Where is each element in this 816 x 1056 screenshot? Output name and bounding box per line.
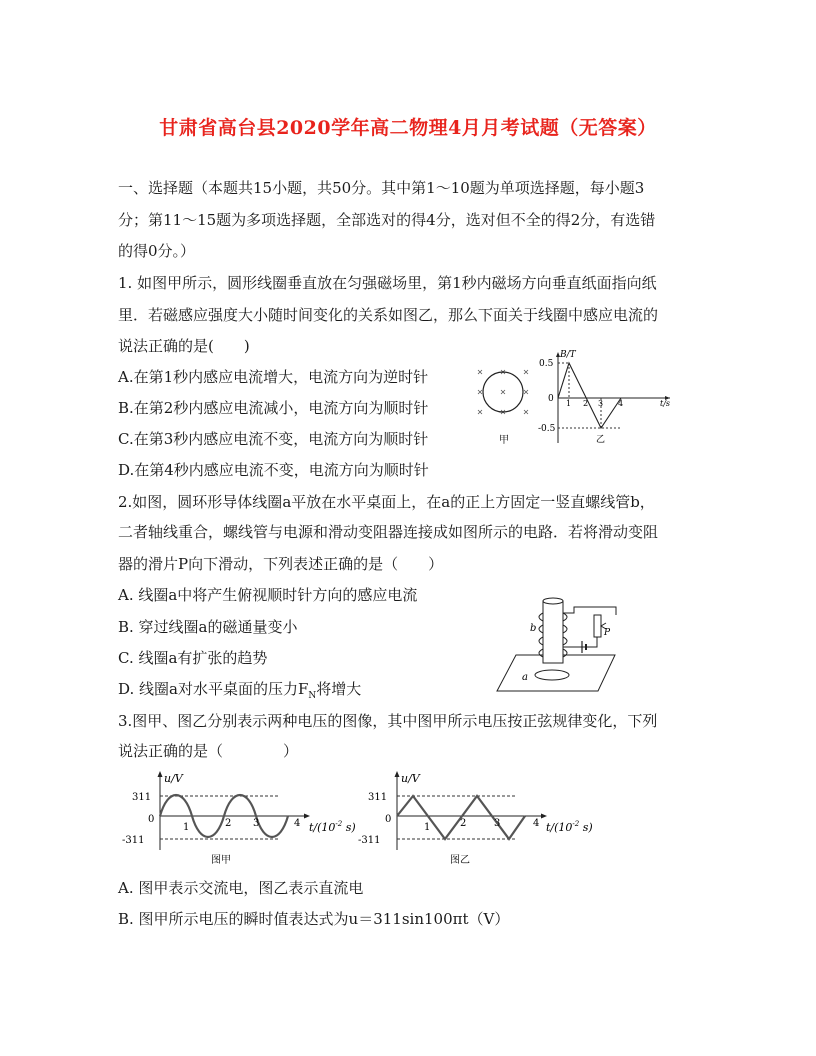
q1-figure-jia: [466, 362, 544, 450]
q1-option-a: A.在第1秒内感应电流增大，电流方向为逆时针: [118, 368, 429, 386]
q3-jia-ytick-bottom: -311: [122, 835, 145, 846]
solenoid-b-body: [543, 601, 563, 663]
q3-yi-xtick-2: 2: [460, 818, 467, 829]
q2-option-d-tail: 将增大: [316, 680, 362, 698]
q3-yi-x-arrow: [541, 814, 547, 819]
q3-yi-xtick-4: 4: [533, 818, 540, 829]
q1-fig-jia-caption: 甲: [499, 435, 509, 446]
q3-jia-caption: 图甲: [211, 855, 231, 866]
q2-stem-line-3: 器的滑片P向下滑动，下列表述正确的是（ ）: [118, 555, 444, 573]
q2-option-c: C. 线圈a有扩张的趋势: [118, 649, 268, 667]
q3-graph-yi: [352, 768, 602, 868]
q3-yi-xlabel-prefix: t/(10: [546, 821, 573, 834]
label-a: a: [522, 672, 528, 683]
q3-jia-xtick-3: 3: [253, 818, 260, 829]
q3-jia-xlabel-exp: -2: [335, 820, 343, 828]
q3-graph-jia: [120, 768, 360, 868]
q3-jia-xlabel-suffix: s): [342, 821, 356, 834]
q3-stem-line-1: 3.图甲、图乙分别表示两种电压的图像，其中图甲所示电压按正弦规律变化，下列: [118, 712, 658, 730]
q3-jia-ytick-top: 311: [132, 792, 152, 803]
q1-yi-ylabel: B/T: [560, 350, 576, 360]
page-title: 甘肃省高台县2020学年高二物理4月月考试题（无答案）: [159, 117, 657, 139]
q1-yi-b-curve: [558, 363, 624, 428]
q2-option-d: [118, 679, 361, 706]
q3-jia-xtick-1: 1: [183, 822, 190, 833]
q1-yi-xlabel: t/s: [660, 399, 671, 408]
q2-figure-solenoid: [494, 593, 622, 699]
q1-yi-ytick-top: 0.5: [539, 359, 554, 369]
q1-yi-caption: 乙: [596, 435, 606, 445]
q1-yi-origin: 0: [548, 394, 554, 404]
q1-yi-ytick-bottom: -0.5: [538, 424, 556, 434]
q2-stem-line-2: 二者轴线重合，螺线管与电源和滑动变阻器连接成如图所示的电路．若将滑动变阻: [118, 523, 659, 541]
q3-yi-origin: 0: [385, 814, 392, 825]
q3-yi-xlabel-suffix: s): [579, 821, 593, 834]
q1-yi-xtick-4: 4: [618, 399, 624, 408]
coil-a-ring: [535, 670, 569, 680]
q2-option-b: B. 穿过线圈a的磁通量变小: [118, 618, 298, 636]
q3-jia-origin: 0: [148, 814, 155, 825]
q1-stem-line-1: 1. 如图甲所示，圆形线圈垂直放在匀强磁场里，第1秒内磁场方向垂直纸面指向纸: [118, 274, 657, 292]
q3-jia-x-arrow: [304, 814, 310, 819]
q3-yi-caption: 图乙: [450, 855, 470, 866]
q3-option-b: B. 图甲所示电压的瞬时值表达式为u＝311sin100πt（V）: [118, 910, 510, 928]
q3-jia-ylabel: u/V: [164, 772, 183, 785]
q3-yi-ytick-bottom: -311: [358, 835, 381, 846]
q1-option-c: C.在第3秒内感应电流不变，电流方向为顺时针: [118, 430, 429, 448]
q3-jia-xtick-4: 4: [294, 818, 301, 829]
label-b: b: [530, 623, 537, 634]
q3-jia-xlabel: [309, 820, 356, 834]
q1-yi-xtick-1: 1: [566, 399, 572, 408]
q3-yi-xtick-3: 3: [494, 818, 501, 829]
solenoid-b-top: [543, 598, 563, 604]
wire-bottom: [563, 637, 597, 647]
q2-stem-line-1: 2.如图，圆环形导体线圈a平放在水平桌面上，在a的正上方固定一竖直螺线管b，: [118, 493, 655, 511]
q1-yi-xtick-3: 3: [598, 399, 604, 408]
q3-option-a: A. 图甲表示交流电，图乙表示直流电: [118, 879, 364, 897]
q3-yi-ytick-top: 311: [368, 792, 388, 803]
q3-stem-line-2: 说法正确的是（ ）: [118, 742, 299, 760]
q3-jia-y-arrow: [158, 771, 163, 777]
magnetic-field-crosses: [478, 370, 528, 414]
section-heading-line-2: 分；第11～15题为多项选择题，全部选对的得4分，选对但不全的得2分，有选错: [118, 211, 656, 229]
q3-yi-xtick-1: 1: [424, 822, 431, 833]
q2-option-a: A. 线圈a中将产生俯视顺时针方向的感应电流: [118, 586, 418, 604]
q3-jia-xtick-2: 2: [225, 818, 232, 829]
q1-option-d: D.在第4秒内感应电流不变，电流方向为顺时针: [118, 461, 429, 479]
q2-option-d-text: D. 线圈a对水平桌面的压力F: [118, 680, 309, 698]
q1-yi-xtick-2: 2: [583, 399, 589, 408]
q3-yi-xlabel-exp: -2: [572, 820, 580, 828]
q1-figure-yi: [538, 348, 678, 448]
section-heading-line-1: 一、选择题（本题共15小题，共50分。其中第1～10题为单项选择题，每小题3: [118, 179, 645, 197]
q3-yi-ylabel: u/V: [401, 772, 420, 785]
section-heading-line-3: 的得0分。）: [118, 242, 196, 260]
wire-top: [563, 607, 616, 615]
q1-option-b: B.在第2秒内感应电流减小，电流方向为顺时针: [118, 399, 429, 417]
q1-stem-line-2: 里．若磁感应强度大小随时间变化的关系如图乙，那么下面关于线圈中感应电流的: [118, 306, 659, 324]
q2-option-d-sub: N: [308, 691, 317, 701]
q3-yi-y-arrow: [395, 771, 400, 777]
q3-yi-xlabel: [546, 820, 593, 834]
q3-jia-xlabel-prefix: t/(10: [309, 821, 336, 834]
rheostat: [594, 615, 601, 637]
label-p: P: [604, 628, 611, 638]
q1-stem-line-3: 说法正确的是( ): [118, 337, 250, 355]
